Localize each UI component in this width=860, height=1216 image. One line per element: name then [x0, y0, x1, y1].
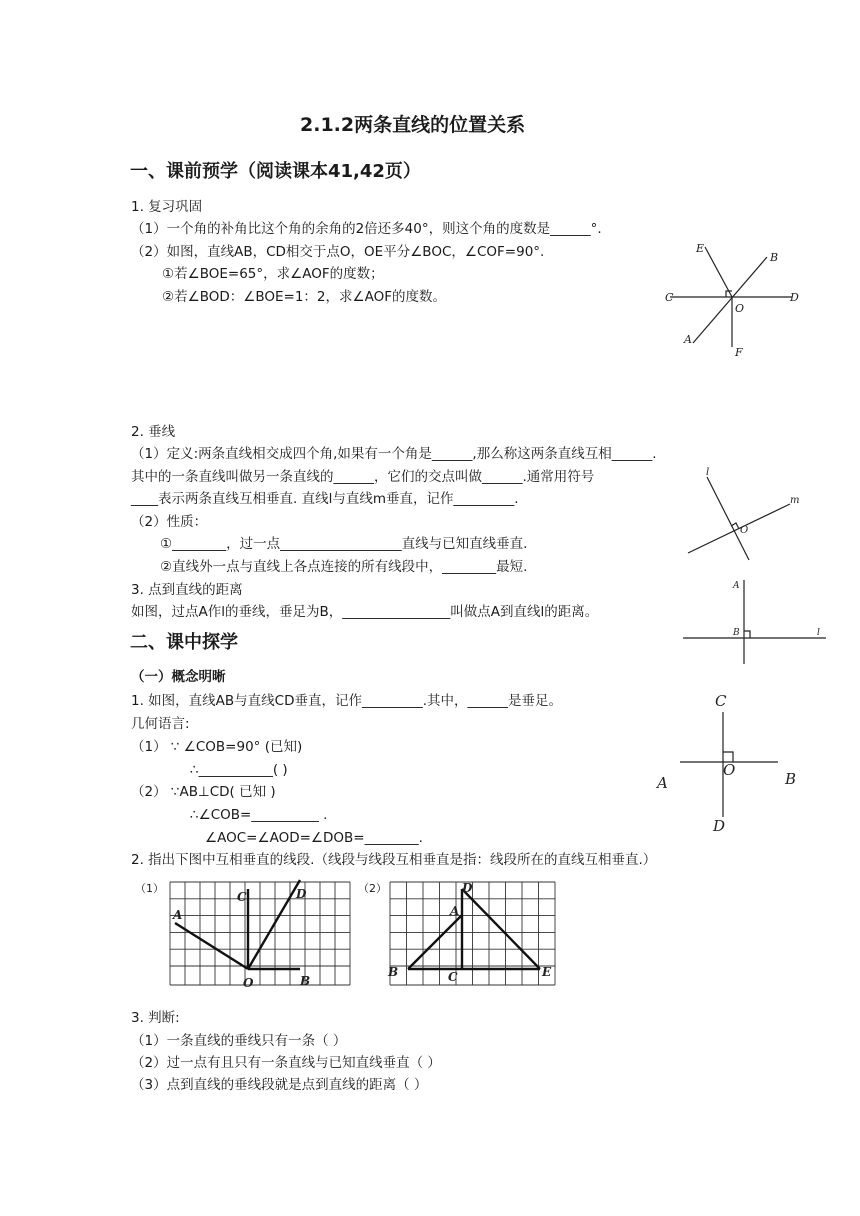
geometry-language: 几何语言: — [131, 716, 190, 732]
grid2-label-b: B — [388, 965, 399, 979]
grid1-label-c: C — [237, 890, 247, 904]
review-q2b: ②若∠BOD：∠BOE=1：2，求∠AOF的度数。 — [162, 289, 447, 305]
review-q2: （2）如图，直线AB，CD相交于点O，OE平分∠BOC，∠COF=90°. — [131, 244, 545, 260]
grid1-label-a: A — [173, 908, 183, 922]
fig1-label-c: C — [665, 291, 674, 304]
fig4-label-o: O — [723, 761, 736, 779]
fig4-label-c: C — [715, 692, 727, 710]
fig2-label-m: m — [790, 495, 800, 506]
fig4-label-d: D — [713, 817, 726, 835]
fig2-label-o: O — [740, 525, 749, 536]
perp-label: 2. 垂线 — [131, 424, 176, 440]
figure-point-line-distance — [683, 572, 828, 667]
geometry-2b: ∴∠COB=__________ . — [190, 807, 328, 823]
fig4-label-a: A — [657, 774, 668, 792]
page-title: 2.1.2两条直线的位置关系 — [300, 114, 526, 136]
fig1-label-a: A — [684, 333, 692, 346]
fig1-label-b: B — [770, 251, 779, 264]
concept-q1: 1. 如图，直线AB与直线CD垂直，记作_________.其中，______是垂足。 — [131, 693, 563, 709]
section1-heading: 一、课前预学（阅读课本41,42页） — [130, 161, 421, 182]
perp-def1: （1）定义:两条直线相交成四个角,如果有一个角是______,那么称这两条直线互相______. — [131, 446, 657, 462]
grid2-label-c: C — [448, 970, 458, 984]
grid2-label-a: A — [450, 904, 460, 918]
judge-3: （3）点到直线的垂线段就是点到直线的距离（ ） — [131, 1077, 428, 1093]
grid1-tag: （1） — [135, 882, 164, 895]
grid1-label-d: D — [296, 887, 307, 901]
perp-def3: ____表示两条直线互相垂直. 直线l与直线m垂直，记作_________. — [131, 491, 519, 507]
figure-grid-2 — [380, 875, 565, 995]
section2-subheading: （一）概念明晰 — [131, 669, 226, 685]
figure-perpendicular-lm — [685, 463, 815, 563]
figure-intersecting-lines — [660, 235, 810, 365]
perp-property-2: ②直线外一点与直线上各点连接的所有线段中，________最短. — [160, 559, 528, 575]
fig1-label-e: E — [696, 242, 705, 255]
section2-heading: 二、课中探学 — [130, 632, 238, 653]
fig3-label-l: l — [817, 628, 820, 638]
concept-q2: 2. 指出下图中互相垂直的线段.（线段与线段互相垂直是指：线段所在的直线互相垂直.） — [131, 852, 657, 868]
fig1-label-d: D — [790, 291, 799, 304]
geometry-1a: （1） ∵ ∠COB=90° (已知) — [131, 739, 303, 755]
perp-property-1: ①________，过一点__________________直线与已知直线垂直. — [160, 536, 528, 552]
perp-def2: 其中的一条直线叫做另一条直线的______，它们的交点叫做______.通常用符号 — [131, 469, 595, 485]
fig1-label-f: F — [735, 346, 743, 359]
judge-2: （2）过一点有且只有一条直线与已知直线垂直（ ） — [131, 1055, 441, 1071]
review-label: 1. 复习巩固 — [131, 199, 203, 215]
geometry-2c: ∠AOC=∠AOD=∠DOB=________. — [205, 830, 423, 846]
review-q1: （1）一个角的补角比这个角的余角的2倍还多40°，则这个角的度数是______°. — [131, 221, 602, 237]
distance-label: 3. 点到直线的距离 — [131, 582, 243, 598]
figure-ab-perp-cd — [655, 690, 805, 835]
distance-text: 如图，过点A作l的垂线，垂足为B，________________叫做点A到直线l的距离。 — [131, 604, 599, 620]
grid1-label-b: B — [300, 974, 311, 988]
perp-property: （2）性质： — [131, 514, 208, 530]
figure-grid-1 — [160, 875, 355, 995]
fig2-label-l: l — [706, 467, 710, 478]
geometry-2a: （2） ∵AB⊥CD( 已知 ) — [131, 784, 276, 800]
judge-label: 3. 判断: — [131, 1010, 180, 1026]
fig1-label-o: O — [735, 302, 745, 315]
grid2-tag: （2） — [358, 882, 387, 895]
fig3-label-b: B — [733, 628, 740, 638]
fig4-label-b: B — [785, 770, 797, 788]
grid2-label-e: E — [542, 965, 552, 979]
geometry-1b: ∴___________( ) — [190, 762, 288, 778]
judge-1: （1）一条直线的垂线只有一条（ ） — [131, 1033, 347, 1049]
grid2-label-d: D — [462, 881, 473, 895]
fig3-label-a: A — [733, 581, 740, 591]
grid1-label-o: O — [243, 976, 254, 990]
review-q2a: ①若∠BOE=65°，求∠AOF的度数； — [162, 266, 384, 282]
